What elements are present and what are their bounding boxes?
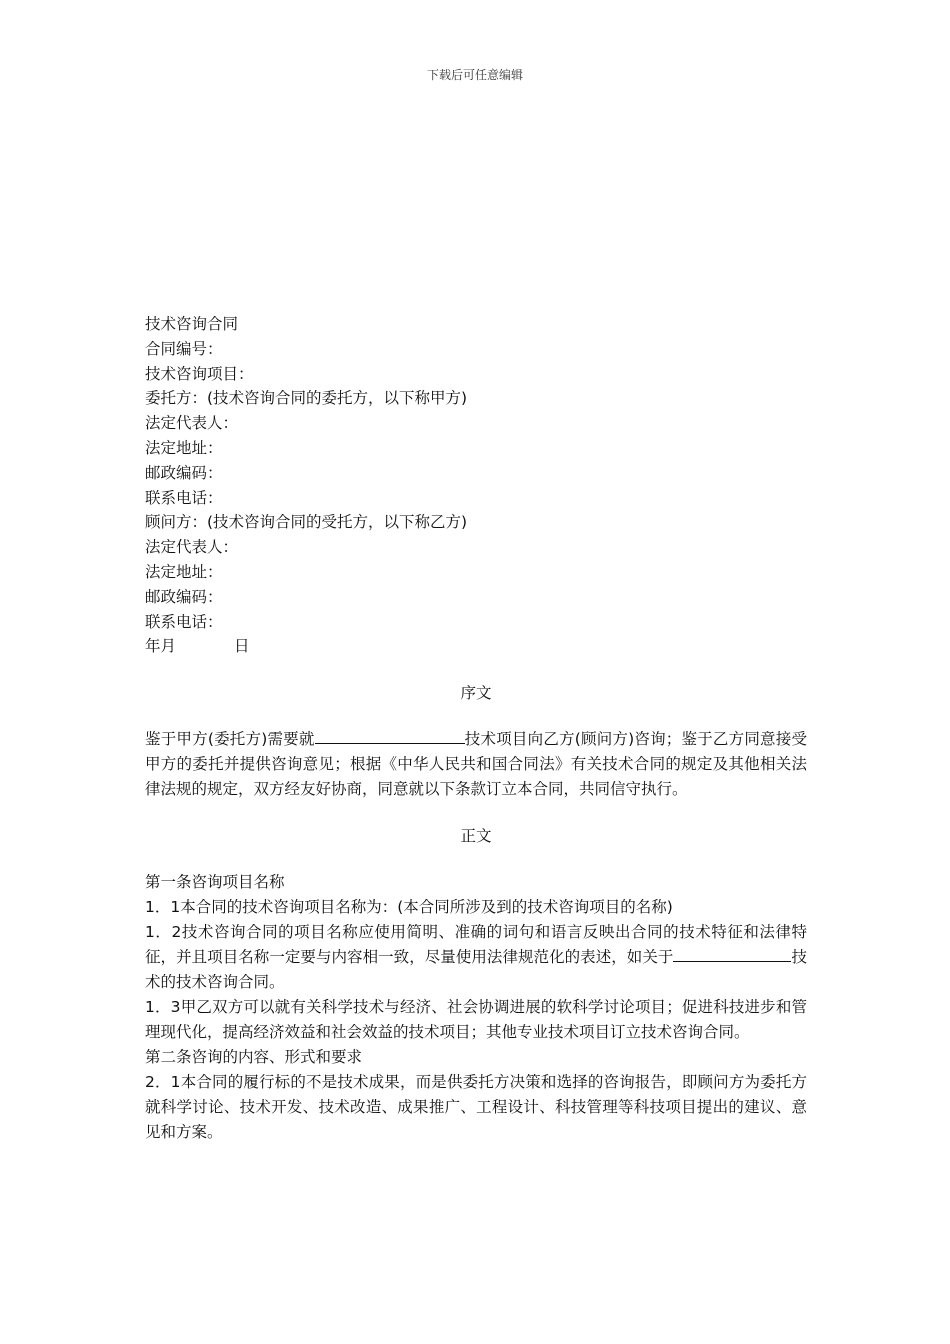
contract-title: 技术咨询合同 xyxy=(145,315,239,333)
document-body xyxy=(145,312,807,1145)
consultant-postcode: 邮政编码： xyxy=(145,587,223,606)
preface-title: 序文 xyxy=(460,684,492,703)
date-day: 日 xyxy=(234,637,250,656)
page-header: 下载后可任意编辑 xyxy=(426,68,523,82)
client-legal-rep: 法定代表人： xyxy=(145,414,239,433)
client-phone: 联系电话： xyxy=(145,488,223,507)
body-title: 正文 xyxy=(460,827,492,846)
client-address: 法定地址： xyxy=(145,438,223,457)
date-year-month: 年月 xyxy=(145,637,177,656)
clause-1-2: 1．2技术咨询合同的项目名称应使用简明、准确的词句和语言反映出合同的技术特征和法律特征，并且项目名称一定要与内容相一致，尽量使用法律规范化的表述，如关于 技术的技术咨询合同。 xyxy=(145,923,807,992)
client-postcode: 邮政编码： xyxy=(145,463,223,482)
date-line xyxy=(145,634,807,659)
consultant-phone: 联系电话： xyxy=(145,612,223,631)
articles xyxy=(145,870,807,1145)
project-blank xyxy=(315,729,465,744)
client-party-line: 委托方：(技术咨询合同的委托方，以下称甲方) xyxy=(145,389,468,408)
consultant-address: 法定地址： xyxy=(145,562,223,581)
preface-paragraph: 鉴于甲方(委托方)需要就 技术项目向乙方(顾问方)咨询；鉴于乙方同意接受甲方的委托并提供咨询意见；根据《中华人民共和国合同法》有关技术合同的规定及其他相关法律法规的规定，双方经友好协商，同意就以下条款订立本合同，共同信守执行。 xyxy=(145,730,807,799)
consultant-party-line: 顾问方：(技术咨询合同的受托方，以下称乙方) xyxy=(145,513,468,532)
contract-number-field: 合同编号： xyxy=(145,339,223,358)
consultant-legal-rep: 法定代表人： xyxy=(145,538,239,557)
article-2-title: 第二条咨询的内容、形式和要求 xyxy=(145,1048,363,1067)
consulting-project-field: 技术咨询项目： xyxy=(145,364,254,383)
clause-2-1: 2．1本合同的履行标的不是技术成果，而是供委托方决策和选择的咨询报告，即顾问方为委托方就科学讨论、技术开发、技术改造、成果推广、工程设计、科技管理等科技项目提出的建议、意见和方案。 xyxy=(145,1073,807,1142)
cover-info xyxy=(145,312,807,659)
tech-blank xyxy=(673,947,791,962)
clause-1-1: 1．1本合同的技术咨询项目名称为：(本合同所涉及到的技术咨询项目的名称) xyxy=(145,898,673,917)
article-1-title: 第一条咨询项目名称 xyxy=(145,873,285,892)
clause-1-3: 1．3甲乙双方可以就有关科学技术与经济、社会协调进展的软科学讨论项目；促进科技进步和管理现代化，提高经济效益和社会效益的技术项目；其他专业技术项目订立技术咨询合同。 xyxy=(145,998,807,1042)
